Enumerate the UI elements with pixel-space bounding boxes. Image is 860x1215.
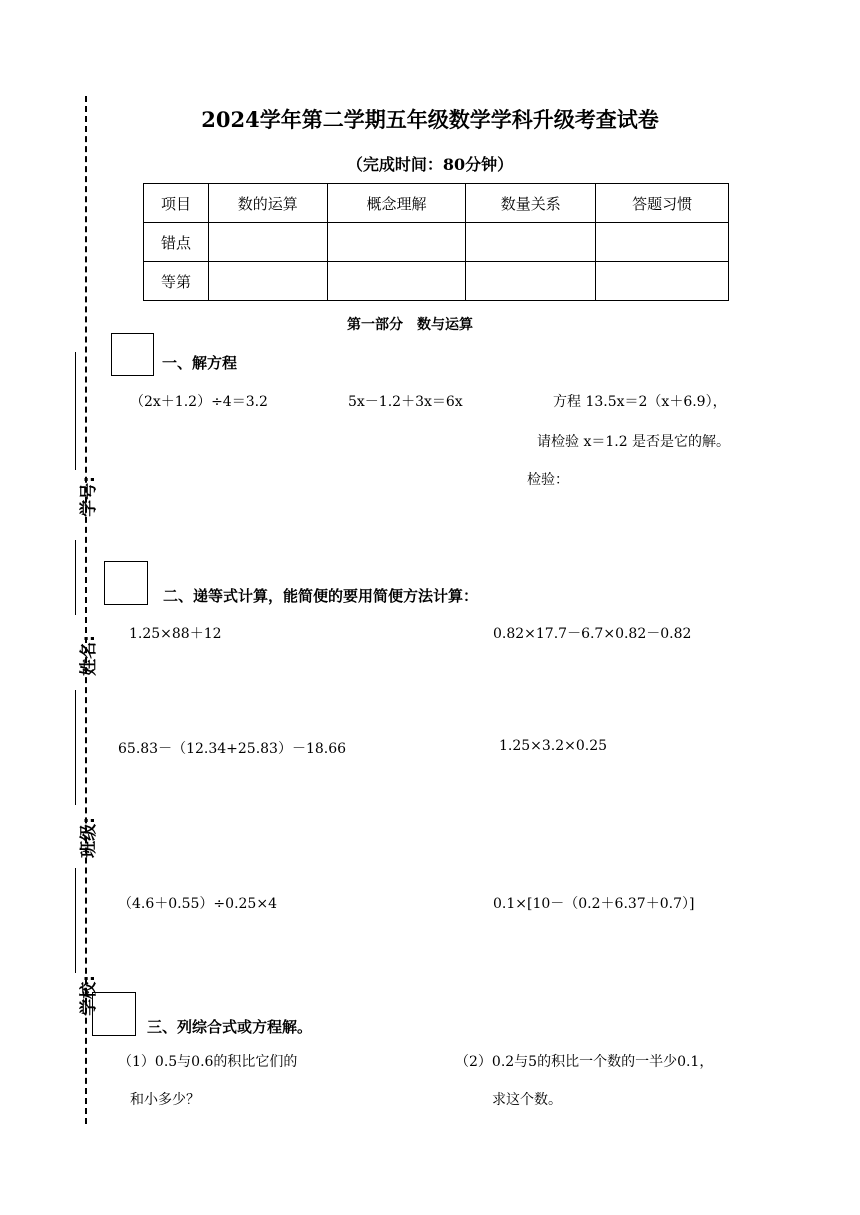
question-1-2: 5x－1.2＋3x＝6x [348, 394, 463, 410]
school-blank[interactable] [75, 868, 76, 973]
question-3-1-line2: 和小多少？ [130, 1092, 200, 1108]
question-1-3-check: 检验： [527, 472, 569, 488]
table-cell[interactable] [327, 262, 466, 301]
section2-title: 二、递等式计算，能简便的要用简便方法计算： [163, 587, 479, 605]
table-row-label: 等第 [144, 262, 209, 301]
question-3-2-line2: 求这个数。 [492, 1092, 562, 1108]
binding-dashed-line [85, 96, 87, 1124]
time-limit: （完成时间：80分钟） [346, 155, 514, 174]
question-1-3-line2: 请检验 x＝1.2 是否是它的解。 [537, 434, 731, 450]
table-row [144, 262, 729, 301]
student-id-label: 学号: [78, 476, 99, 517]
question-2-2: 0.82×17.7－6.7×0.82－0.82 [493, 626, 692, 642]
question-2-5: （4.6＋0.55）÷0.25×4 [118, 896, 277, 912]
table-cell[interactable] [327, 223, 466, 262]
table-header-cell: 概念理解 [327, 184, 466, 223]
class-blank[interactable] [75, 690, 76, 805]
name-label: 姓名: [78, 635, 99, 676]
question-2-3: 65.83－（12.34+25.83）－18.66 [118, 741, 347, 757]
class-label: 班级: [78, 817, 99, 858]
table-cell[interactable] [596, 223, 729, 262]
question-2-6: 0.1×[10－（0.2＋6.37＋0.7）] [493, 896, 695, 912]
table-cell[interactable] [208, 262, 327, 301]
score-box-section2[interactable] [104, 561, 148, 605]
question-3-2-line1: （2）0.2与5的积比一个数的一半少0.1， [455, 1054, 714, 1070]
table-row [144, 223, 729, 262]
section1-title: 一、解方程 [162, 354, 238, 372]
student-id-blank[interactable] [75, 352, 76, 470]
table-header-cell: 数量关系 [466, 184, 596, 223]
question-1-1: （2x＋1.2）÷4＝3.2 [130, 394, 268, 410]
question-3-1-line1: （1）0.5与0.6的积比它们的 [118, 1054, 298, 1070]
table-header-cell: 答题习惯 [596, 184, 729, 223]
table-cell[interactable] [466, 262, 596, 301]
question-1-3-line1: 方程 13.5x＝2（x＋6.9）， [553, 394, 727, 410]
part-title: 第一部分 数与运算 [347, 317, 473, 333]
table-header-cell: 数的运算 [208, 184, 327, 223]
school-label: 学校: [78, 975, 99, 1016]
question-2-4: 1.25×3.2×0.25 [499, 738, 608, 754]
table-header-row [144, 184, 729, 223]
table-cell[interactable] [466, 223, 596, 262]
page-title: 2024学年第二学期五年级数学学科升级考查试卷 [201, 107, 659, 132]
name-blank[interactable] [75, 540, 76, 615]
question-2-1: 1.25×88＋12 [129, 626, 222, 642]
section3-title: 三、列综合式或方程解。 [147, 1018, 313, 1036]
table-cell[interactable] [208, 223, 327, 262]
score-box-section3[interactable] [92, 992, 136, 1036]
table-header-cell: 项目 [144, 184, 209, 223]
score-box-section1[interactable] [111, 333, 154, 376]
table-cell[interactable] [596, 262, 729, 301]
score-table [143, 183, 729, 301]
table-row-label: 错点 [144, 223, 209, 262]
